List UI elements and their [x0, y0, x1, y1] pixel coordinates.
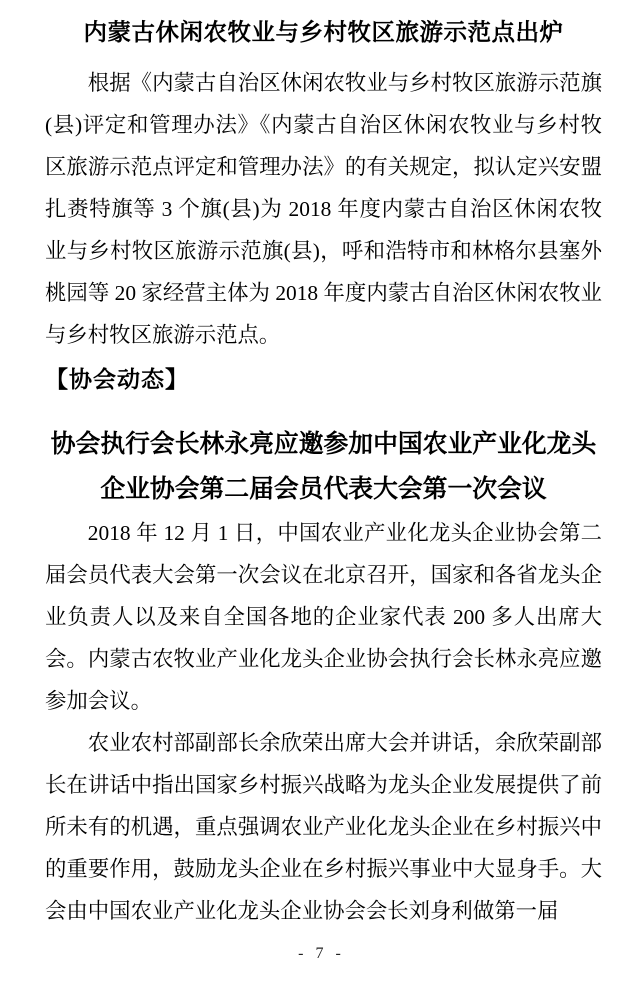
article2-paragraph-1: 2018 年 12 月 1 日，中国农业产业化龙头企业协会第二届会员代表大会第一次会议在北京召开，国家和各省龙头企业负责人以及来自全国各地的企业家代表 200 多人出席大会。内蒙古农牧业产业化龙头企业协会执行会长林永亮应邀参加会议。: [45, 521, 602, 713]
page-number: - 7 -: [298, 945, 345, 962]
article2-paragraph-2: 农业农村部副部长余欣荣出席大会并讲话，余欣荣副部长在讲话中指出国家乡村振兴战略为龙头企业发展提供了前所未有的机遇，重点强调农业产业化龙头企业在乡村振兴中的重要作用，鼓励龙头企业在乡村振兴事业中大显身手。大会由中国农业产业化龙头企业协会会长刘身利做第一届: [45, 731, 602, 923]
section-header-association-news: 【协会动态】: [45, 366, 189, 392]
article2-title: 协会执行会长林永亮应邀参加中国农业产业化龙头企业协会第二届会员代表大会第一次会议: [50, 431, 597, 503]
article1-body-paragraph: 根据《内蒙古自治区休闲农牧业与乡村牧区旅游示范旗(县)评定和管理办法》《内蒙古自治区休闲农牧业与乡村牧区旅游示范点评定和管理办法》的有关规定，拟认定兴安盟扎赉特旗等 3 个旗(县)为 2018 年度内蒙古自治区休闲农牧业与乡村牧区旅游示范旗(县)，呼和浩特市和林格尔县塞外桃园等 20 家经营主体为 2018 年度内蒙古自治区休闲农牧业与乡村牧区旅游示范点。: [45, 71, 602, 347]
article1-title: 内蒙古休闲农牧业与乡村牧区旅游示范点出炉: [83, 20, 564, 46]
